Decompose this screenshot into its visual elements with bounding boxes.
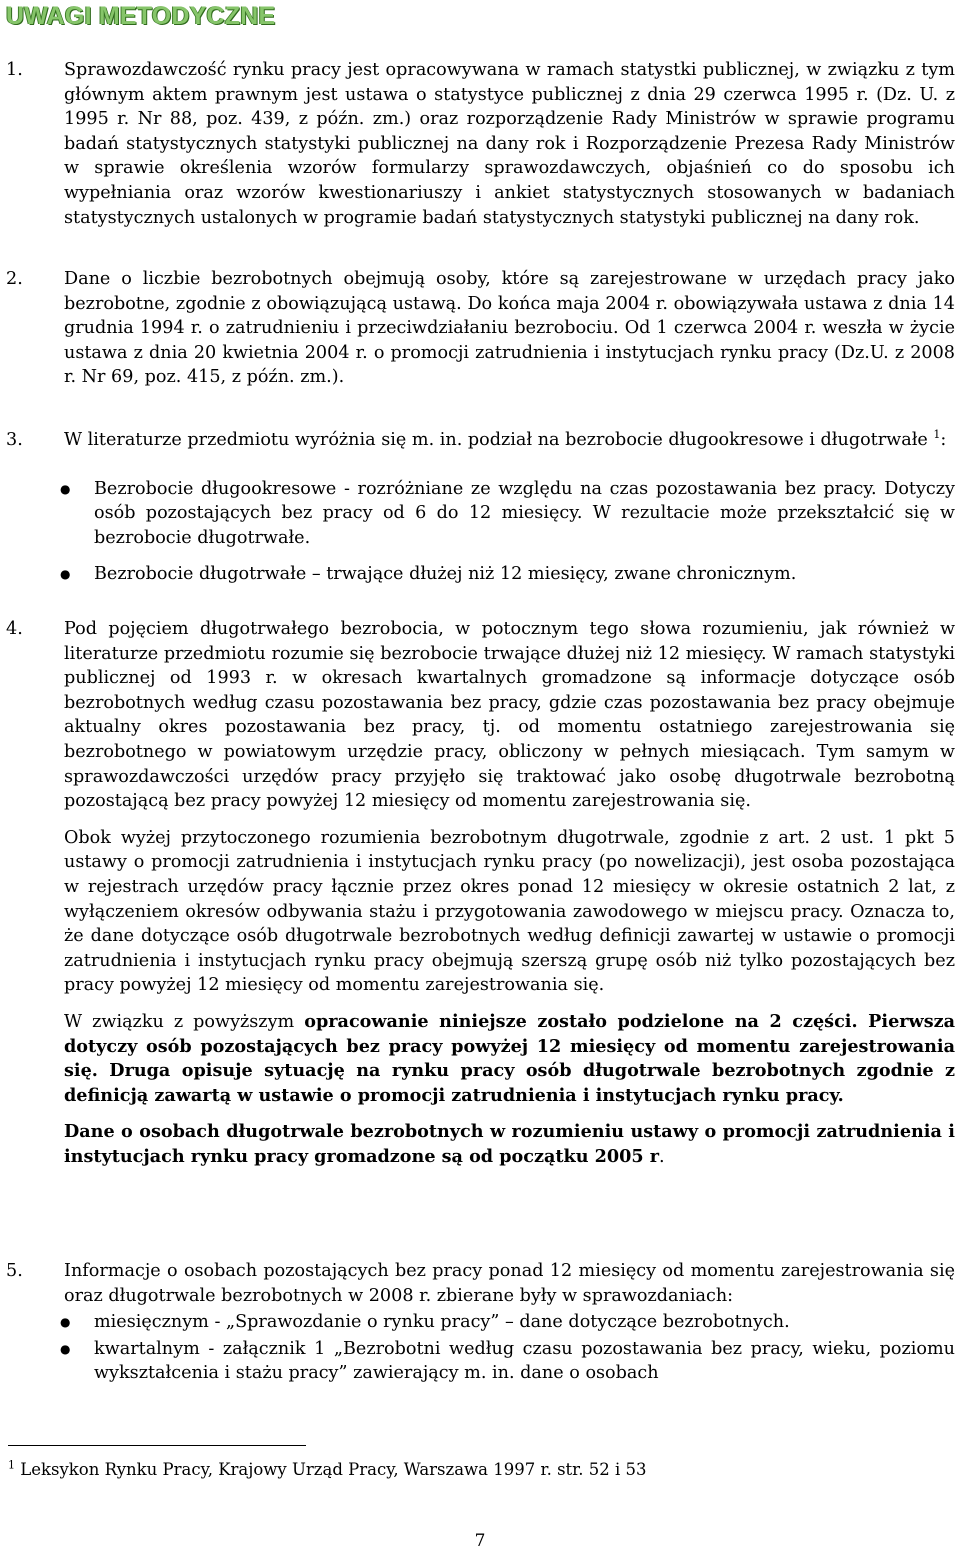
section-4-para-3-bold: opracowanie niniejsze zostało podzielone na 2 części. Pierwsza dotyczy osób pozostających bez pracy powyżej 12 miesięcy od momentu zarejestrowania się. Druga opisuje sytuację na rynku pracy osób długotrwale bezrobotnych zgodnie z definicją zawartą w ustawie o promocji zatrudnienia i instytucjach rynku pracy. bbox=[64, 1010, 955, 1106]
list-item: ● kwartalnym - załącznik 1 „Bezrobotni według czasu pozostawania bez pracy, wieku, poziomu wykształcenia i stażu pracy” zawierający m. in. dane o osobach bbox=[64, 1337, 955, 1386]
footnote bbox=[8, 1459, 647, 1481]
section-4-para-1: Pod pojęciem długotrwałego bezrobocia, w potocznym tego słowa rozumieniu, jak również w literaturze przedmiotu rozumie się bezrobocie trwające dłużej niż 12 miesięcy. W ramach statystyki publicznej od 1993 r. w okresach kwartalnych gromadzone są informacje dotyczące osób bezrobotnych według czasu pozostawania bez pracy, gdzie czas pozostawania bez pracy obejmuje aktualny okres pozostawania bez pracy, tj. od momentu ostatniego zarejestrowania się bezrobotnego w powiatowym urzędzie pracy, obliczony w pełnych miesiącach. Tym samym w sprawozdawczości urzędów pracy przyjęło się traktować jako osobę długotrwale bezrobotną pozostającą bez pracy powyżej 12 miesięcy od momentu zarejestrowania się. bbox=[64, 619, 955, 812]
section-2 bbox=[64, 267, 955, 390]
section-4-para-3 bbox=[64, 1010, 955, 1108]
list-item: ● Bezrobocie długookresowe - rozróżniane ze względu na czas pozostawania bez pracy. Dotyczy osób pozostających bez pracy od 6 do 12 miesięcy. W rezultacie może przekształcić się w bezrobocie długotrwałe. bbox=[64, 477, 955, 551]
footnote-text: Leksykon Rynku Pracy, Krajowy Urząd Pracy, Warszawa 1997 r. str. 52 i 53 bbox=[20, 1460, 647, 1479]
list-item: ● Bezrobocie długotrwałe – trwające dłużej niż 12 miesięcy, zwane chronicznym. bbox=[64, 562, 955, 587]
section-4-para-2: Obok wyżej przytoczonego rozumienia bezrobotnym długotrwale, zgodnie z art. 2 ust. 1 pkt 5 ustawy o promocji zatrudnienia i instytucjach rynku pracy (po nowelizacji), jest osoba pozostająca w rejestrach urzędów pracy łącznie przez okres ponad 12 miesięcy w okresie ostatnich 2 lat, z wyłączeniem okresów odbywania stażu i przygotowania zawodowego w miejscu pracy. Oznacza to, że dane dotyczące osób długotrwale bezrobotnych według definicji zawartej w ustawie o promocji zatrudnienia i instytucjach rynku pracy obejmują szerszą grupę osób niż tylko pozostających bez pracy powyżej 12 miesięcy od momentu zarejestrowania się. bbox=[64, 827, 955, 996]
item-number-4: 4. bbox=[6, 619, 23, 639]
item-number-1: 1. bbox=[6, 60, 23, 80]
section-4-para-4-bold: Dane o osobach długotrwale bezrobotnych w rozumieniu ustawy o promocji zatrudnienia i instytucjach rynku pracy gromadzone są od początku 2005 r bbox=[64, 1121, 955, 1167]
section-3-intro-text: W literaturze przedmiotu wyróżnia się m. in. podział na bezrobocie długookresowe i długotrwałe bbox=[64, 430, 928, 450]
footnote-divider bbox=[8, 1445, 306, 1446]
item-number-5: 5. bbox=[6, 1261, 23, 1281]
section-1 bbox=[64, 58, 955, 230]
section-3-intro bbox=[64, 428, 955, 453]
item-number-2: 2. bbox=[6, 269, 23, 289]
section-2-text: Dane o liczbie bezrobotnych obejmują osoby, które są zarejestrowane w urzędach pracy jako bezrobotne, zgodnie z obowiązującą ustawą. Do końca maja 2004 r. obowiązywała ustawa z dnia 14 grudnia 1994 r. o zatrudnieniu i przeciwdziałaniu bezrobociu. Od 1 czerwca 2004 r. weszła w życie ustawa z dnia 20 kwietnia 2004 r. o promocji zatrudnienia i instytucjach rynku pracy (Dz.U. z 2008 r. Nr 69, poz. 415, z późn. zm.). bbox=[64, 269, 955, 388]
footnote-ref[interactable]: 1 bbox=[933, 428, 941, 442]
section-3-colon: : bbox=[940, 430, 947, 450]
section-4-para-3-lead: W związku z powyższym bbox=[64, 1011, 295, 1032]
page-title: UWAGI METODYCZNE bbox=[6, 2, 276, 30]
section-5 bbox=[64, 1259, 955, 1386]
footnote-mark: 1 bbox=[8, 1458, 15, 1472]
section-4-para-4 bbox=[64, 1120, 955, 1169]
section-4 bbox=[64, 617, 955, 1169]
section-4-para-4-end: . bbox=[658, 1146, 665, 1167]
section-1-text: Sprawozdawczość rynku pracy jest opracowywana w ramach statystki publicznej, w związku z tym głównym aktem prawnym jest ustawa o statystyce publicznej z dnia 29 czerwca 1995 r. (Dz. U. z 1995 r. Nr 88, poz. 439, z późn. zm.) oraz rozporządzenie Rady Ministrów w sprawie programu badań statystycznych statystyki publicznej na dany rok i Rozporządzenie Prezesa Rady Ministrów w sprawie określenia wzorów formularzy sprawozdawczych, objaśnień co do sposobu ich wypełniania oraz wzorów kwestionariuszy i ankiet statystycznych stosowanych w badaniach statystycznych ustalonych w programie badań statystycznych statystyki publicznej na dany rok. bbox=[64, 60, 955, 228]
list-item: ● miesięcznym - „Sprawozdanie o rynku pracy” – dane dotyczące bezrobotnych. bbox=[64, 1310, 955, 1335]
section-5-intro: Informacje o osobach pozostających bez pracy ponad 12 miesięcy od momentu zarejestrowania się oraz długotrwale bezrobotnych w 2008 r. zbierane były w sprawozdaniach: bbox=[64, 1261, 955, 1306]
item-number-3: 3. bbox=[6, 430, 23, 450]
page-number: 7 bbox=[474, 1531, 486, 1551]
section-3 bbox=[64, 428, 955, 587]
